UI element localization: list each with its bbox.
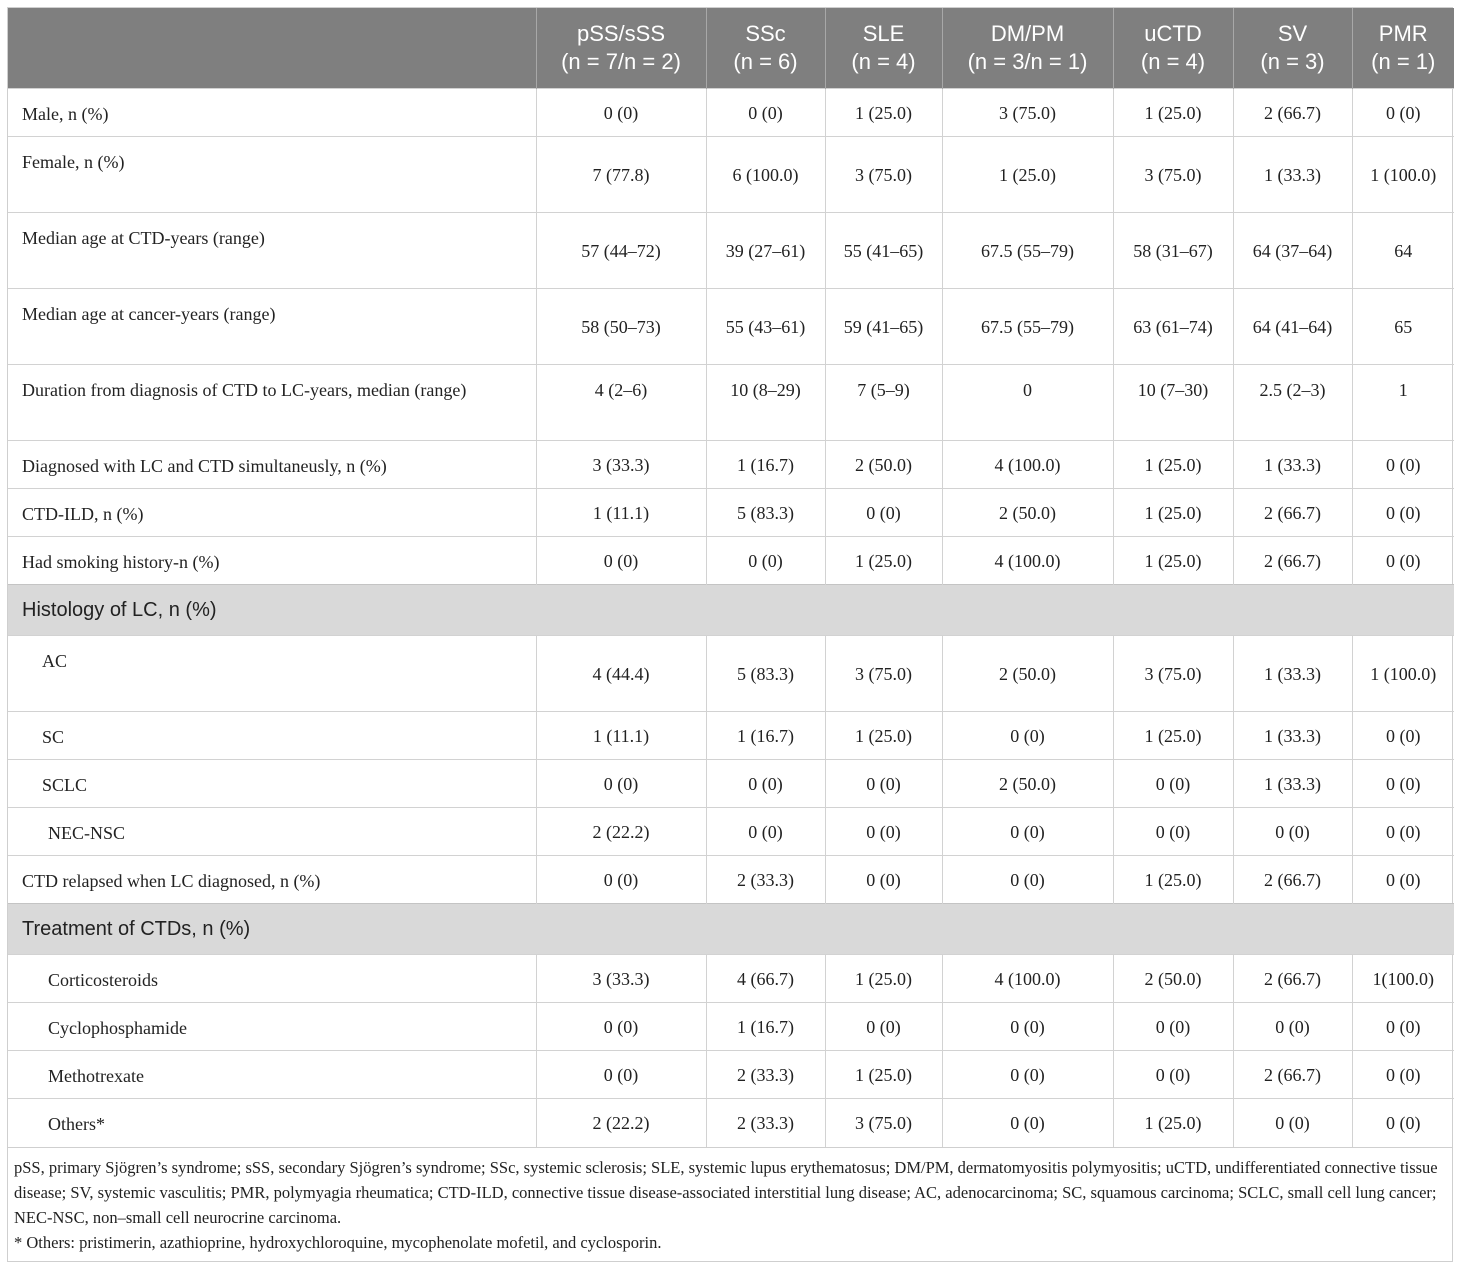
table-cell: 4 (2–6) — [536, 365, 706, 441]
table-cell: 4 (100.0) — [942, 537, 1113, 585]
table-cell: 0 (0) — [706, 808, 825, 856]
table-cell: 0 (0) — [706, 760, 825, 808]
table-cell: 0 (0) — [1233, 808, 1352, 856]
table-cell: 58 (50–73) — [536, 289, 706, 365]
table-cell: 39 (27–61) — [706, 213, 825, 289]
table-cell: 0 (0) — [942, 1051, 1113, 1099]
table-cell: 1 (25.0) — [825, 537, 942, 585]
table-cell: 2 (50.0) — [942, 636, 1113, 712]
table-cell: 0 (0) — [536, 760, 706, 808]
table-cell: 0 (0) — [536, 1051, 706, 1099]
table-cell: 1 (33.3) — [1233, 441, 1352, 489]
table-cell: 1 (11.1) — [536, 489, 706, 537]
table-row — [8, 1003, 1454, 1051]
table-cell: 3 (75.0) — [1113, 137, 1233, 213]
column-header-dm-pm: DM/PM (n = 3/n = 1) — [942, 8, 1113, 89]
section-title: Treatment of CTDs, n (%) — [8, 904, 1454, 955]
table-cell: 2 (22.2) — [536, 1099, 706, 1147]
table-cell: 3 (75.0) — [825, 1099, 942, 1147]
table-cell: 0 (0) — [536, 856, 706, 904]
row-label: CTD-ILD, n (%) — [8, 489, 536, 537]
table-cell: 4 (44.4) — [536, 636, 706, 712]
table-cell: 1 (25.0) — [942, 137, 1113, 213]
table-cell: 5 (83.3) — [706, 636, 825, 712]
row-label: AC — [8, 636, 536, 712]
row-label: Duration from diagnosis of CTD to LC-years, median (range) — [8, 365, 536, 441]
table-cell: 2 (50.0) — [942, 489, 1113, 537]
row-label: NEC-NSC — [8, 808, 536, 856]
table-cell: 1 (25.0) — [825, 89, 942, 137]
table-row — [8, 441, 1454, 489]
column-header-uctd: uCTD (n = 4) — [1113, 8, 1233, 89]
table-cell: 64 — [1352, 213, 1454, 289]
table-cell: 10 (8–29) — [706, 365, 825, 441]
table-cell: 4 (100.0) — [942, 441, 1113, 489]
others-footnote: * Others: pristimerin, azathioprine, hydroxychloroquine, mycophenolate mofetil, and cyclosporin. — [14, 1232, 662, 1252]
table-cell: 2 (66.7) — [1233, 955, 1352, 1003]
table-cell: 1 (100.0) — [1352, 137, 1454, 213]
table-cell: 1 (25.0) — [1113, 489, 1233, 537]
header-row — [8, 8, 1454, 89]
table-cell: 1 (25.0) — [825, 712, 942, 760]
table-row — [8, 365, 1454, 441]
table-cell: 1 (25.0) — [1113, 712, 1233, 760]
table-cell: 0 (0) — [825, 808, 942, 856]
row-label: CTD relapsed when LC diagnosed, n (%) — [8, 856, 536, 904]
section-header-treatment — [8, 904, 1454, 955]
table-cell: 7 (77.8) — [536, 137, 706, 213]
row-label: SC — [8, 712, 536, 760]
table-row — [8, 1099, 1454, 1147]
table-cell: 2 (33.3) — [706, 1051, 825, 1099]
table-cell: 58 (31–67) — [1113, 213, 1233, 289]
table-cell: 67.5 (55–79) — [942, 213, 1113, 289]
table-cell: 6 (100.0) — [706, 137, 825, 213]
table-row — [8, 955, 1454, 1003]
table-cell: 1 (25.0) — [1113, 1099, 1233, 1147]
table-cell: 0 (0) — [706, 537, 825, 585]
table-cell: 0 (0) — [536, 1003, 706, 1051]
header-empty — [8, 8, 536, 89]
table-cell: 0 (0) — [1352, 489, 1454, 537]
table-cell: 0 (0) — [1352, 1099, 1454, 1147]
table-cell: 5 (83.3) — [706, 489, 825, 537]
table-cell: 3 (33.3) — [536, 955, 706, 1003]
table-cell: 57 (44–72) — [536, 213, 706, 289]
table-cell: 64 (37–64) — [1233, 213, 1352, 289]
table-footnotes — [8, 1147, 1452, 1261]
table-cell: 1(100.0) — [1352, 955, 1454, 1003]
section-title: Histology of LC, n (%) — [8, 585, 1454, 636]
table-cell: 3 (33.3) — [536, 441, 706, 489]
abbreviations-footnote: pSS, primary Sjögren’s syndrome; sSS, secondary Sjögren’s syndrome; SSc, systemic sclerosis; SLE, systemic lupus erythematosus; DM/PM, dermatomyositis polymyositis; uCTD, undifferentiated connective tissue disease; SV, systemic vasculitis; PMR, polymyagia rheumatica; CTD-ILD, connective tissue disease-associated interstitial lung disease; AC, adenocarcinoma; SC, squamous carcinoma; SCLC, small cell lung cancer; NEC-NSC, non–small cell neurocrine carcinoma. — [14, 1157, 1438, 1227]
table-cell: 2.5 (2–3) — [1233, 365, 1352, 441]
table-cell: 0 (0) — [942, 808, 1113, 856]
table-cell: 0 (0) — [942, 1099, 1113, 1147]
table-cell: 65 — [1352, 289, 1454, 365]
table-cell: 1 (33.3) — [1233, 712, 1352, 760]
row-label: Median age at CTD-years (range) — [8, 213, 536, 289]
column-header-sle: SLE (n = 4) — [825, 8, 942, 89]
table-cell: 4 (100.0) — [942, 955, 1113, 1003]
table-cell: 0 (0) — [1113, 1051, 1233, 1099]
table-cell: 0 (0) — [1113, 760, 1233, 808]
table-cell: 0 (0) — [1352, 441, 1454, 489]
table-cell: 1 (33.3) — [1233, 636, 1352, 712]
row-label: Median age at cancer-years (range) — [8, 289, 536, 365]
table-cell: 0 (0) — [1352, 1003, 1454, 1051]
table-cell: 1 (25.0) — [1113, 441, 1233, 489]
table-cell: 0 (0) — [1352, 808, 1454, 856]
table-cell: 55 (41–65) — [825, 213, 942, 289]
table-cell: 0 (0) — [536, 537, 706, 585]
column-header-pmr: PMR (n = 1) — [1352, 8, 1454, 89]
table-cell: 55 (43–61) — [706, 289, 825, 365]
table-cell: 4 (66.7) — [706, 955, 825, 1003]
table-cell: 0 (0) — [1352, 856, 1454, 904]
table-row — [8, 712, 1454, 760]
table-cell: 0 (0) — [825, 760, 942, 808]
table-cell: 3 (75.0) — [942, 89, 1113, 137]
table-row — [8, 636, 1454, 712]
table-cell: 0 (0) — [942, 1003, 1113, 1051]
table-cell: 0 (0) — [1113, 1003, 1233, 1051]
table-cell: 2 (66.7) — [1233, 1051, 1352, 1099]
table-cell: 0 (0) — [1113, 808, 1233, 856]
table-row — [8, 760, 1454, 808]
table-container — [7, 7, 1453, 1262]
table-cell: 2 (66.7) — [1233, 489, 1352, 537]
row-label: Male, n (%) — [8, 89, 536, 137]
table-cell: 3 (75.0) — [1113, 636, 1233, 712]
table-cell: 1 (25.0) — [825, 955, 942, 1003]
table-cell: 2 (50.0) — [942, 760, 1113, 808]
table-cell: 1 (33.3) — [1233, 760, 1352, 808]
table-cell: 0 (0) — [1352, 1051, 1454, 1099]
table-row — [8, 808, 1454, 856]
table-row — [8, 537, 1454, 585]
table-row — [8, 89, 1454, 137]
table-cell: 3 (75.0) — [825, 636, 942, 712]
table-cell: 2 (66.7) — [1233, 856, 1352, 904]
table-row — [8, 1051, 1454, 1099]
table-cell: 2 (66.7) — [1233, 537, 1352, 585]
table-cell: 0 (0) — [706, 89, 825, 137]
table-cell: 7 (5–9) — [825, 365, 942, 441]
table-row — [8, 213, 1454, 289]
table-cell: 1 (25.0) — [1113, 537, 1233, 585]
table-cell: 10 (7–30) — [1113, 365, 1233, 441]
row-label: Others* — [8, 1099, 536, 1147]
table-cell: 1 (33.3) — [1233, 137, 1352, 213]
table-cell: 1 (16.7) — [706, 712, 825, 760]
table-cell: 1 (16.7) — [706, 1003, 825, 1051]
section-header-histology — [8, 585, 1454, 636]
table-cell: 1 (100.0) — [1352, 636, 1454, 712]
table-cell: 0 (0) — [536, 89, 706, 137]
table-cell: 0 (0) — [825, 489, 942, 537]
column-header-sv: SV (n = 3) — [1233, 8, 1352, 89]
table-cell: 1 (11.1) — [536, 712, 706, 760]
table-cell: 2 (33.3) — [706, 1099, 825, 1147]
table-cell: 1 (25.0) — [825, 1051, 942, 1099]
table-cell: 1 — [1352, 365, 1454, 441]
table-cell: 0 (0) — [1352, 89, 1454, 137]
table-cell: 0 (0) — [825, 856, 942, 904]
table-cell: 0 (0) — [1352, 760, 1454, 808]
row-label: Methotrexate — [8, 1051, 536, 1099]
table-cell: 2 (22.2) — [536, 808, 706, 856]
column-header-pss-sss: pSS/sSS (n = 7/n = 2) — [536, 8, 706, 89]
table-cell: 0 (0) — [942, 712, 1113, 760]
table-row — [8, 856, 1454, 904]
data-table — [8, 8, 1454, 1147]
table-cell: 1 (25.0) — [1113, 89, 1233, 137]
table-cell: 3 (75.0) — [825, 137, 942, 213]
table-cell: 2 (66.7) — [1233, 89, 1352, 137]
table-cell: 0 (0) — [1233, 1003, 1352, 1051]
table-cell: 2 (50.0) — [825, 441, 942, 489]
table-cell: 1 (25.0) — [1113, 856, 1233, 904]
table-cell: 59 (41–65) — [825, 289, 942, 365]
table-row — [8, 489, 1454, 537]
table-cell: 0 (0) — [1352, 712, 1454, 760]
table-cell: 2 (50.0) — [1113, 955, 1233, 1003]
table-cell: 2 (33.3) — [706, 856, 825, 904]
table-cell: 0 — [942, 365, 1113, 441]
table-row — [8, 289, 1454, 365]
table-cell: 0 (0) — [1352, 537, 1454, 585]
table-cell: 0 (0) — [825, 1003, 942, 1051]
table-row — [8, 137, 1454, 213]
row-label: Diagnosed with LC and CTD simultaneusly, n (%) — [8, 441, 536, 489]
table-cell: 67.5 (55–79) — [942, 289, 1113, 365]
row-label: Cyclophosphamide — [8, 1003, 536, 1051]
row-label: Corticosteroids — [8, 955, 536, 1003]
row-label: Female, n (%) — [8, 137, 536, 213]
row-label: Had smoking history-n (%) — [8, 537, 536, 585]
table-cell: 1 (16.7) — [706, 441, 825, 489]
table-cell: 0 (0) — [1233, 1099, 1352, 1147]
row-label: SCLC — [8, 760, 536, 808]
table-cell: 0 (0) — [942, 856, 1113, 904]
column-header-ssc: SSc (n = 6) — [706, 8, 825, 89]
table-cell: 64 (41–64) — [1233, 289, 1352, 365]
table-cell: 63 (61–74) — [1113, 289, 1233, 365]
